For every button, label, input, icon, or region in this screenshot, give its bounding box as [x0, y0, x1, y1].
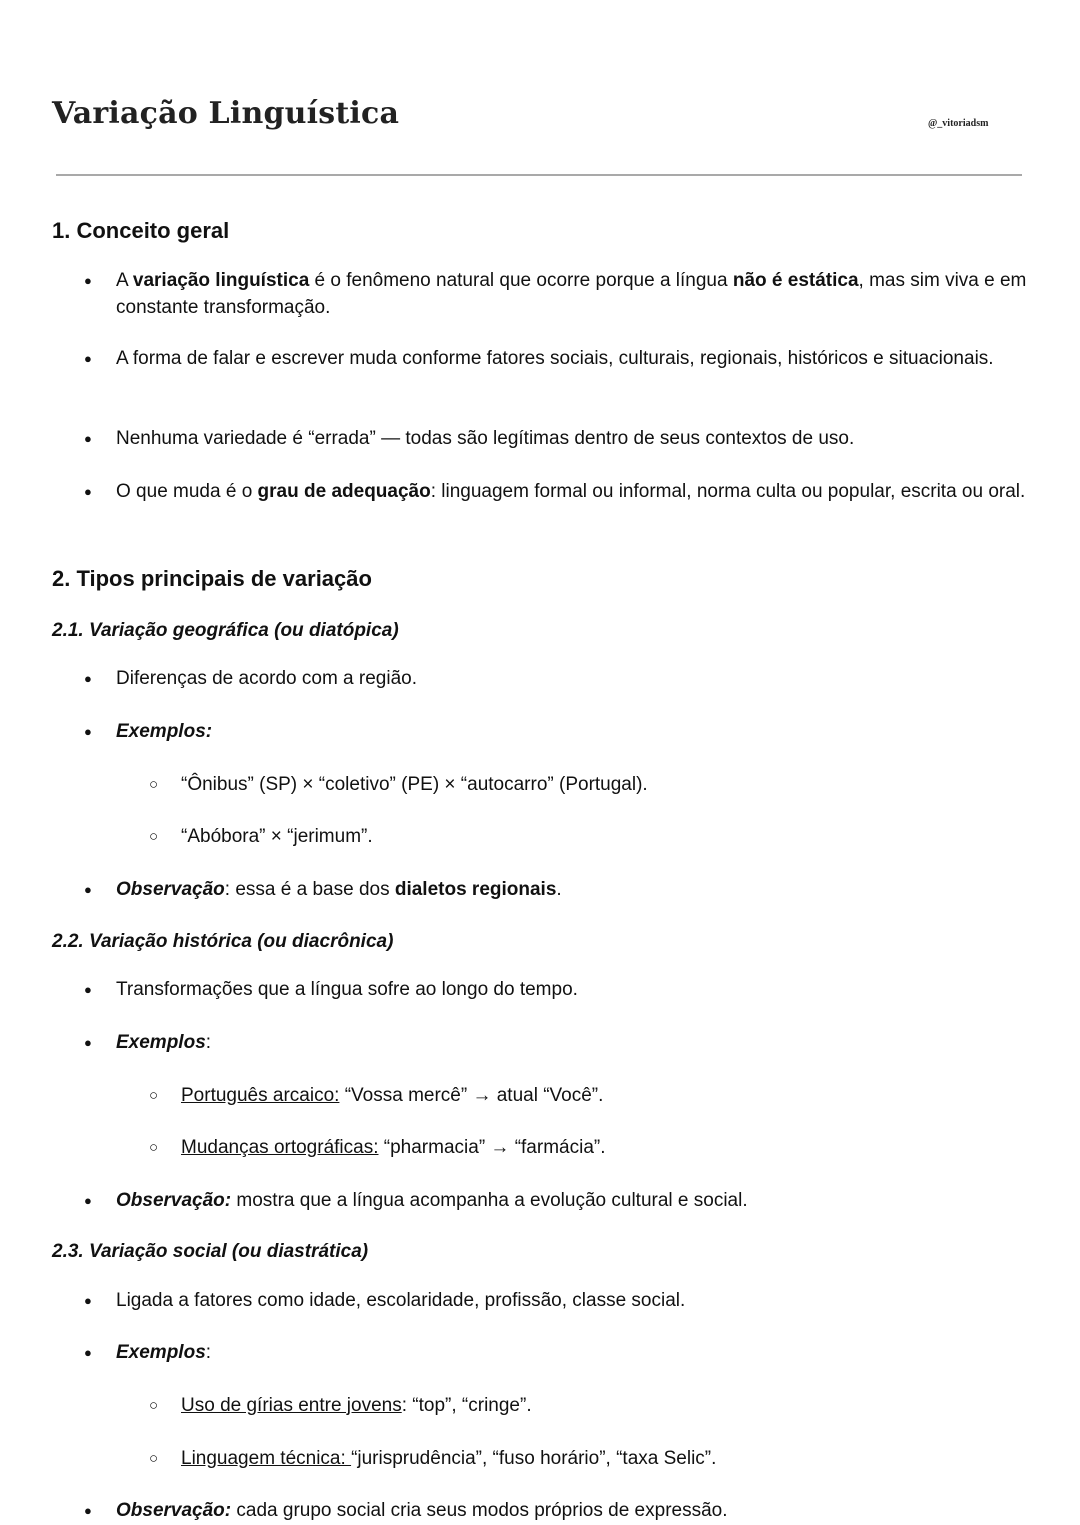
bullet-item: ● Ligada a fatores como idade, escolaridade, profissão, classe social. — [116, 1288, 1028, 1315]
bullet-item: ● Transformações que a língua sofre ao longo do tempo. — [116, 977, 1028, 1004]
section-heading-conceito-geral: 1. Conceito geral — [52, 218, 230, 243]
page-title: Variação Linguística — [52, 96, 400, 131]
example-item: ○ “Ônibus” (SP) × “coletivo” (PE) × “autocarro” (Portugal). — [181, 772, 1031, 799]
subsection-heading-social: 2.3. Variação social (ou diastrática) — [52, 1241, 369, 1262]
examples-label: ● Exemplos: — [116, 719, 1028, 746]
examples-label: ● Exemplos: — [116, 1030, 1028, 1057]
example-item: ○ “Abóbora” × “jerimum”. — [181, 824, 1031, 851]
bullet-item: ● A variação linguística é o fenômeno natural que ocorre porque a língua não é estática, mas sim viva e em constante transformação. — [116, 268, 1028, 321]
example-item: ○ Português arcaico: “Vossa mercê” → atual “Você”. — [181, 1083, 1031, 1110]
bullet-item: ● O que muda é o grau de adequação: linguagem formal ou informal, norma culta ou popular, escrita ou oral. — [116, 479, 1028, 506]
example-item: ○ Mudanças ortográficas: “pharmacia” → “farmácia”. — [181, 1135, 1031, 1162]
examples-label: ● Exemplos: — [116, 1340, 1028, 1367]
divider — [56, 174, 1022, 176]
subsection-heading-historica: 2.2. Variação histórica (ou diacrônica) — [52, 931, 394, 952]
bullet-item: ● A forma de falar e escrever muda conforme fatores sociais, culturais, regionais, históricos e situacionais. — [116, 346, 1028, 373]
example-item: ○ Uso de gírias entre jovens: “top”, “cringe”. — [181, 1393, 1031, 1420]
observation-item: ● Observação: mostra que a língua acompanha a evolução cultural e social. — [116, 1188, 1028, 1215]
section-heading-tipos: 2. Tipos principais de variação — [52, 566, 372, 591]
bullet-item: ● Nenhuma variedade é “errada” — todas são legítimas dentro de seus contextos de uso. — [116, 426, 1028, 453]
observation-item: ● Observação: cada grupo social cria seus modos próprios de expressão. — [116, 1498, 1028, 1525]
author-handle: @_vitoriadsm — [928, 118, 989, 129]
subsection-heading-geografica: 2.1. Variação geográfica (ou diatópica) — [52, 620, 399, 641]
observation-item: ● Observação: essa é a base dos dialetos regionais. — [116, 877, 1028, 904]
example-item: ○ Linguagem técnica: “jurisprudência”, “fuso horário”, “taxa Selic”. — [181, 1446, 1031, 1473]
bullet-item: ● Diferenças de acordo com a região. — [116, 666, 1028, 693]
